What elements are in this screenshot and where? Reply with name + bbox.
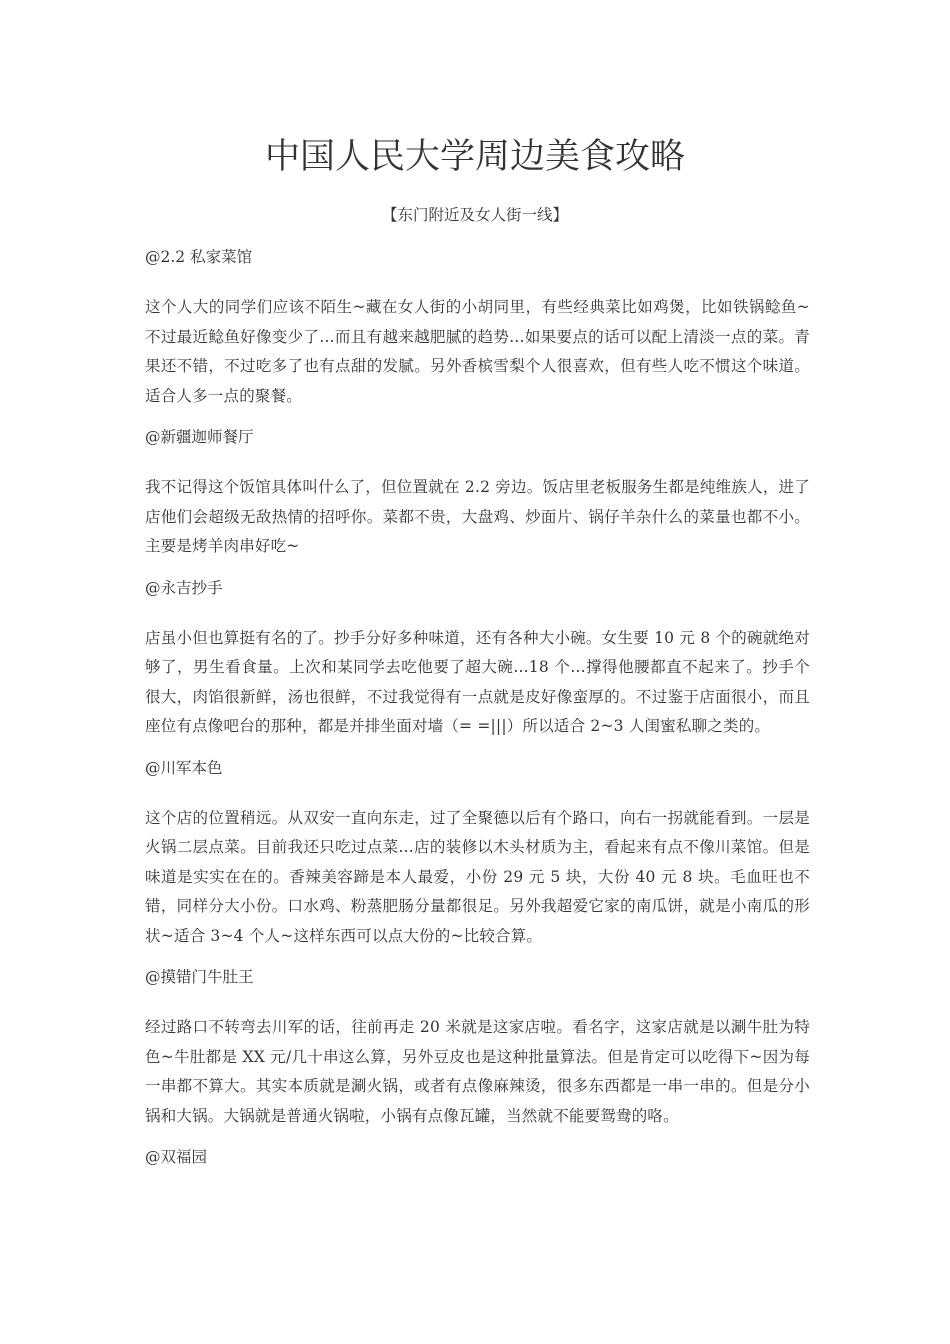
article-body	[145, 245, 810, 1193]
restaurant-heading: @新疆迦师餐厅	[145, 428, 254, 446]
restaurant-description: 我不记得这个饭馆具体叫什么了，但位置就在 2.2 旁边。饭店里老板服务生都是纯维族人，进了店他们会超级无敌热情的招呼你。菜都不贵，大盘鸡、炒面片、锅仔羊杂什么的菜量也都不小。主要是烤羊肉串好吃~	[145, 478, 810, 555]
restaurant-heading: @永吉抄手	[145, 578, 223, 597]
restaurant-description: 这个店的位置稍远。从双安一直向东走，过了全聚德以后有个路口，向右一拐就能看到。一层是火锅二层点菜。目前我还只吃过点菜...店的装修以木头材质为主，看起来有点不像川菜馆。但是味道是实实在在的。香辣美容蹄是本人最爱，小份 29 元 5 块，大份 40 元 8 块。毛血旺也不错，同样分大小份。口水鸡、粉蒸肥肠分量都很足。另外我超爱它家的南瓜饼，就是小南瓜的形状~适合 3~4 个人~这样东西可以点大份的~比较合算。	[145, 808, 810, 945]
restaurant-description: 经过路口不转弯去川军的话，往前再走 20 米就是这家店啦。看名字，这家店就是以涮牛肚为特色~牛肚都是 XX 元/几十串这么算，另外豆皮也是这种批量算法。但是肯定可以吃得下~因为每一串都不算大。其实本质就是涮火锅，或者有点像麻辣烫，很多东西都是一串一串的。但是分小锅和大锅。大锅就是普通火锅啦，小锅有点像瓦罐，当然就不能要鸳鸯的咯。	[145, 1018, 810, 1125]
restaurant-heading: @摸错门牛肚王	[145, 968, 254, 986]
restaurant-description: 店虽小但也算挺有名的了。抄手分好多种味道，还有各种大小碗。女生要 10 元 8 个的碗就绝对够了，男生看食量。上次和某同学去吃他要了超大碗...18 个...撑得他腰都直不起来了。抄手个很大，肉馅很新鲜，汤也很鲜，不过我觉得有一点就是皮好像蛮厚的。不过鉴于店面很小，而且座位有点像吧台的那种，都是并排坐面对墙（= =|||）所以适合 2~3 人闺蜜私聊之类的。	[145, 628, 810, 735]
section-subtitle: 【东门附近及女人街一线】	[381, 206, 568, 224]
restaurant-description: 这个人大的同学们应该不陌生~藏在女人街的小胡同里，有些经典菜比如鸡煲，比如铁锅鲶鱼~不过最近鲶鱼好像变少了...而且有越来越肥腻的趋势...如果要点的话可以配上清淡一点的菜。青果还不错，不过吃多了也有点甜的发腻。另外香槟雪梨个人很喜欢，但有些人吃不惯这个味道。适合人多一点的聚餐。	[145, 298, 810, 405]
restaurant-heading: @双福园	[145, 1148, 208, 1166]
restaurant-heading: @川军本色	[145, 758, 223, 777]
restaurant-heading: @2.2 私家菜馆	[145, 248, 253, 266]
page-title: 中国人民大学周边美食攻略	[264, 137, 685, 177]
